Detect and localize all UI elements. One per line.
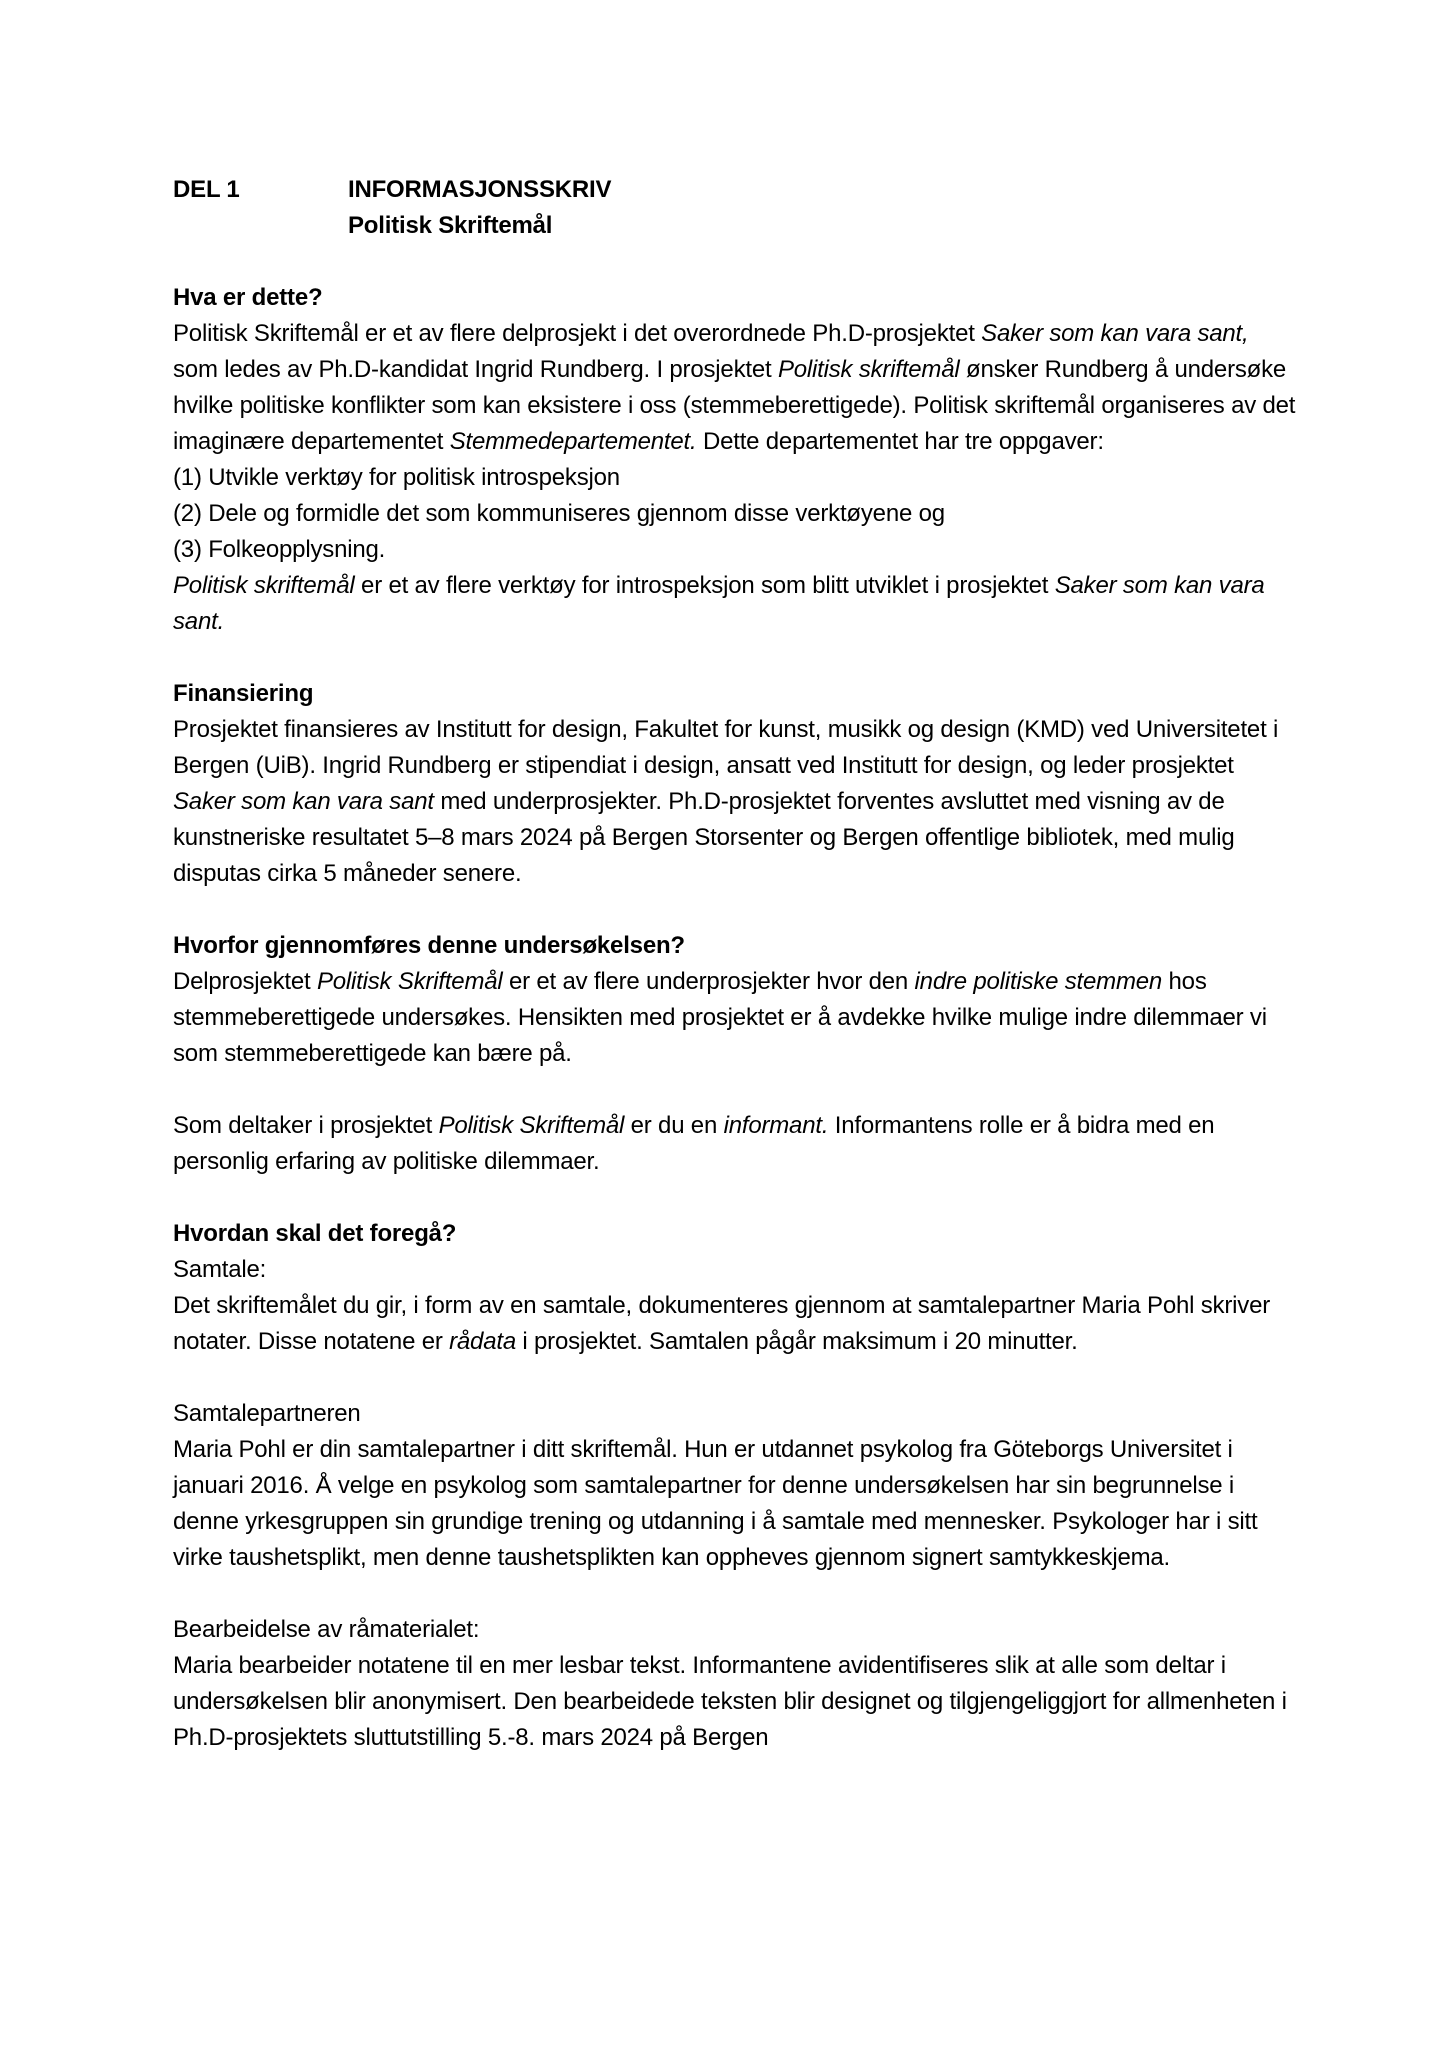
text-run-italic: Politisk Skriftemål <box>438 1112 625 1139</box>
text-run: Dette departementet har tre oppgaver: <box>696 428 1104 455</box>
subheading-samtale: Samtale: <box>173 1256 267 1283</box>
text-run: er du en <box>624 1112 724 1139</box>
text-run-italic: Politisk skriftemål <box>777 356 960 383</box>
text-run-italic: Saker som kan vara sant <box>173 788 434 815</box>
doc-part-label: DEL 1 <box>173 176 240 203</box>
text-run-italic: informant. <box>723 1112 829 1139</box>
text-run: er et av flere verktøy for introspeksjon som blitt utviklet i prosjektet <box>354 572 1055 599</box>
doc-header <box>173 172 1297 244</box>
text-run: Det skriftemålet du gir, i form av en samtale, dokumenteres gjennom at samtalepartner Maria Pohl skriver notater. Disse notatene er <box>173 1292 1271 1355</box>
section-heading-what: Hva er dette? <box>173 284 323 311</box>
paragraph-bearbeidelse: Maria bearbeider notatene til en mer lesbar tekst. Informantene avidentifiseres slik at alle som deltar i undersøkelsen blir anonymisert. Den bearbeidede teksten blir designet og tilgjengeliggjort for allmenheten i Ph.D-prosjektets sluttutstilling 5.-8. mars 2024 på Bergen <box>173 1652 1287 1751</box>
text-run-italic: Saker som kan vara sant, <box>981 320 1249 347</box>
paragraph-why-2 <box>173 1108 1297 1180</box>
section-heading-how: Hvordan skal det foregå? <box>173 1220 457 1247</box>
text-run-italic: Saker som kan vara sant. <box>173 572 1265 635</box>
text-run: ønsker Rundberg å undersøke hvilke politiske konflikter som kan eksistere i oss (stemmeberettigede). Politisk skriftemål organiseres av det imaginære departementet <box>173 356 1296 455</box>
text-run: Prosjektet finansieres av Institutt for design, Fakultet for kunst, musikk og design (KMD) ved Universitetet i Bergen (UiB). Ingrid Rundberg er stipendiat i design, ansatt ved Institutt for design, og leder prosjektet <box>173 716 1279 779</box>
text-run: Som deltaker i prosjektet <box>173 1112 439 1139</box>
text-run-italic: Politisk skriftemål <box>173 572 355 599</box>
text-run: med underprosjekter. Ph.D-prosjektet forventes avsluttet med visning av de kunstneriske resultatet 5–8 mars 2024 på Bergen Storsenter og Bergen offentlige bibliotek, med mulig disputas cirka 5 måneder senere. <box>173 788 1235 887</box>
text-run-italic: Politisk Skriftemål <box>316 968 503 995</box>
text-run: i prosjektet. Samtalen pågår maksimum i 20 minutter. <box>515 1328 1078 1355</box>
paragraph-what-intro <box>173 316 1297 460</box>
task-item-1: (1) Utvikle verktøy for politisk introspeksjon <box>173 464 620 491</box>
doc-title-block <box>348 172 611 244</box>
paragraph-what-outro <box>173 568 1297 640</box>
text-run: er et av flere underprosjekter hvor den <box>502 968 915 995</box>
paragraph-samtale <box>173 1288 1297 1360</box>
text-run: Informantens rolle er å bidra med en personlig erfaring av politiske dilemmaer. <box>173 1112 1215 1175</box>
paragraph-why-1 <box>173 964 1297 1072</box>
text-run-italic: rådata <box>449 1328 516 1355</box>
section-heading-why: Hvorfor gjennomføres denne undersøkelsen? <box>173 932 685 959</box>
text-run: som ledes av Ph.D-kandidat Ingrid Rundberg. I prosjektet <box>173 356 778 383</box>
text-run: Delprosjektet <box>173 968 317 995</box>
text-run-italic: indre politiske stemmen <box>914 968 1163 995</box>
doc-subtitle: Politisk Skriftemål <box>348 212 553 239</box>
doc-title: INFORMASJONSSKRIV <box>348 176 612 203</box>
text-run: hos stemmeberettigede undersøkes. Hensikten med prosjektet er å avdekke hvilke mulige indre dilemmaer vi som stemmeberettigede kan bære på. <box>173 968 1267 1067</box>
text-run: Politisk Skriftemål er et av flere delprosjekt i det overordnede Ph.D-prosjektet <box>173 320 982 347</box>
subheading-samtalepartneren: Samtalepartneren <box>173 1400 361 1427</box>
paragraph-funding <box>173 712 1297 892</box>
task-item-3: (3) Folkeopplysning. <box>173 536 386 563</box>
paragraph-samtalepartneren: Maria Pohl er din samtalepartner i ditt skriftemål. Hun er utdannet psykolog fra Göteborgs Universitet i januari 2016. Å velge en psykolog som samtalepartner for denne undersøkelsen har sin begrunnelse i denne yrkesgruppen sin grundige trening og utdanning i å samtale med mennesker. Psykologer har i sitt virke taushetsplikt, men denne taushetsplikten kan oppheves gjennom signert samtykkeskjema. <box>173 1436 1258 1571</box>
section-heading-funding: Finansiering <box>173 680 314 707</box>
task-item-2: (2) Dele og formidle det som kommuniseres gjennom disse verktøyene og <box>173 500 945 527</box>
text-run-italic: Stemmedepartementet. <box>449 428 697 455</box>
subheading-bearbeidelse: Bearbeidelse av råmaterialet: <box>173 1616 480 1643</box>
